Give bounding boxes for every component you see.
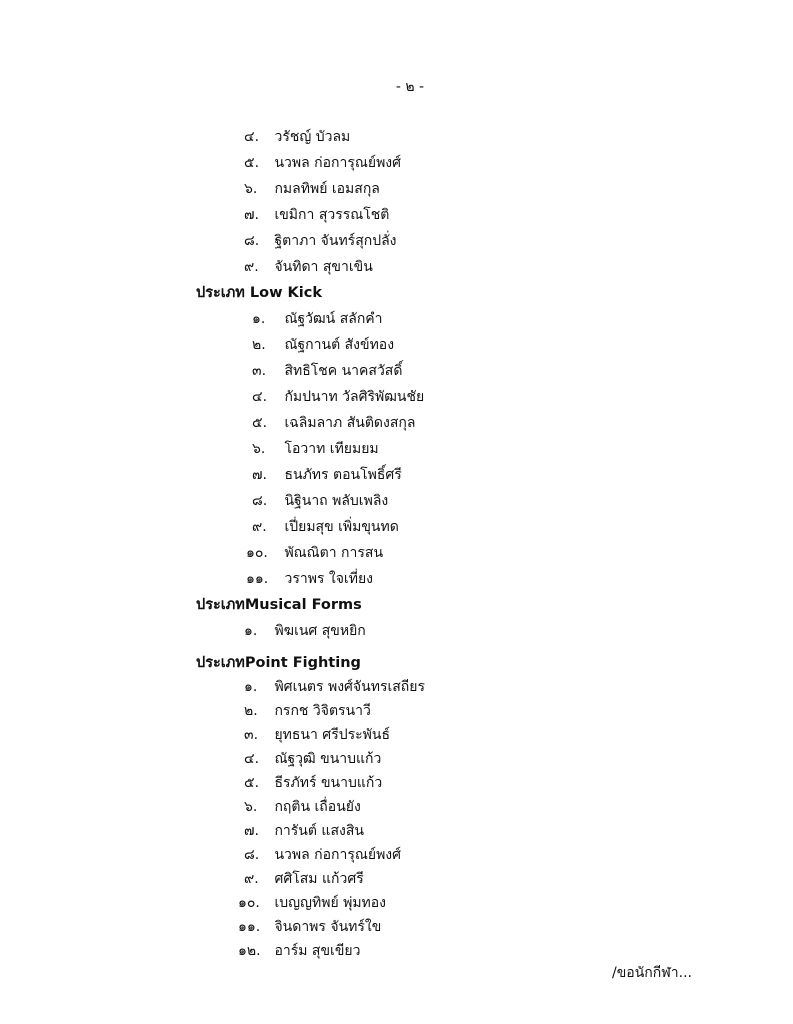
page-number: - ๒ - [395, 79, 425, 95]
athlete-name: ณัฐวัฒน์ สลักคำ [284, 311, 383, 327]
list-item [252, 310, 383, 328]
athlete-name: จันทิดา สุขาเขิน [274, 259, 373, 275]
athlete-name: เบญญทิพย์ พุ่มทอง [274, 895, 387, 911]
list-item [244, 846, 401, 864]
athlete-name: นิฐินาถ พลับเพลิง [284, 493, 389, 509]
athlete-name: ธีรภัทร์ ขนาบแก้ว [274, 775, 383, 791]
athlete-name: กฤติน เถื่อนยัง [274, 799, 361, 815]
list-item [238, 918, 381, 936]
item-number: ๒. [252, 337, 266, 353]
list-item [252, 518, 399, 536]
item-number: ๖. [252, 441, 266, 457]
item-number: ๑๒. [238, 943, 261, 959]
item-number: ๔. [244, 751, 260, 767]
list-item [252, 492, 388, 510]
list-item [252, 414, 415, 432]
athlete-name: วรัชญ์ บัวลม [274, 129, 351, 145]
list-item [244, 678, 425, 696]
item-number: ๕. [244, 155, 260, 171]
list-item [246, 570, 373, 588]
list-item [244, 750, 381, 768]
athlete-name: นวพล ก่อการุณย์พงศ์ [274, 155, 402, 171]
list-item [244, 154, 401, 172]
list-item [244, 180, 380, 198]
item-number: ๑๐. [238, 895, 260, 911]
list-item [244, 702, 371, 720]
section-heading-point-fighting: ประเภทPoint Fighting [196, 655, 361, 671]
list-item [244, 822, 364, 840]
athlete-name: ณัฐวุฒิ ขนาบแก้ว [274, 751, 382, 767]
section-heading-low-kick: ประเภท Low Kick [196, 285, 322, 301]
list-item [244, 258, 373, 276]
item-number: ๘. [244, 233, 260, 249]
athlete-name: อาร์ม สุขเขียว [274, 943, 361, 959]
list-item [244, 206, 389, 224]
list-item [244, 870, 364, 888]
item-number: ๓. [252, 363, 267, 379]
item-number: ๑๐. [246, 545, 268, 561]
item-number: ๓. [244, 727, 259, 743]
athlete-name: จินดาพร จันทร์ใข [274, 919, 382, 935]
athlete-name: วราพร ใจเที่ยง [284, 571, 373, 587]
list-item [238, 894, 386, 912]
athlete-name: ธนภัทร ตอนโพธิ์ศรี [284, 467, 402, 483]
item-number: ๖. [244, 181, 258, 197]
item-number: ๕. [244, 775, 260, 791]
item-number: ๗. [252, 467, 267, 483]
athlete-name: พิฆเนศ สุขหยิก [274, 623, 366, 639]
item-number: ๗. [244, 823, 259, 839]
athlete-name: สิทธิโชค นาคสวัสดิ์ [284, 363, 403, 379]
list-item [244, 128, 350, 146]
list-item [252, 466, 402, 484]
item-number: ๗. [244, 207, 259, 223]
item-number: ๙. [244, 259, 259, 275]
item-number: ๑๑. [238, 919, 261, 935]
athlete-name: ศศิโสม แก้วศรี [274, 871, 364, 887]
item-number: ๑๑. [246, 571, 269, 587]
list-item [252, 388, 424, 406]
item-number: ๑. [252, 311, 266, 327]
item-number: ๔. [252, 389, 268, 405]
athlete-name: นวพล ก่อการุณย์พงศ์ [274, 847, 402, 863]
list-item [244, 726, 390, 744]
list-item [246, 544, 383, 562]
athlete-name: ฐิตาภา จันทร์สุกปลั่ง [274, 233, 397, 249]
athlete-name: กัมปนาท วัลศิริพัฒนชัย [284, 389, 425, 405]
item-number: ๖. [244, 799, 258, 815]
list-item [252, 362, 402, 380]
list-item [252, 440, 379, 458]
athlete-name: การันต์ แสงสิน [274, 823, 364, 839]
item-number: ๙. [252, 519, 267, 535]
item-number: ๙. [244, 871, 259, 887]
athlete-name: เปี่ยมสุข เพิ่มขุนทด [284, 519, 399, 535]
list-item [244, 232, 397, 250]
continuation-note: /ขอนักกีฬา... [612, 965, 693, 981]
athlete-name: เขมิกา สุวรรณโชติ [274, 207, 390, 223]
list-item [238, 942, 360, 960]
athlete-name: เฉลิมลาภ สันติดงสกุล [284, 415, 416, 431]
list-item [252, 336, 394, 354]
athlete-name: กมลทิพย์ เอมสกุล [274, 181, 380, 197]
athlete-name: ยุทธนา ศรีประพันธ์ [274, 727, 390, 743]
athlete-name: พิศเนตร พงศ์จันทรเสถียร [274, 679, 425, 695]
item-number: ๘. [252, 493, 268, 509]
item-number: ๒. [244, 703, 258, 719]
item-number: ๑. [244, 679, 258, 695]
athlete-name: ณัฐกานต์ สังข์ทอง [284, 337, 395, 353]
list-item [244, 774, 382, 792]
item-number: ๘. [244, 847, 260, 863]
athlete-name: โอวาท เทียมยม [284, 441, 379, 457]
athlete-name: กรกช วิจิตรนาวี [274, 703, 371, 719]
list-item [244, 622, 366, 640]
item-number: ๔. [244, 129, 260, 145]
item-number: ๑. [244, 623, 258, 639]
section-heading-musical-forms: ประเภทMusical Forms [196, 597, 362, 613]
list-item [244, 798, 361, 816]
athlete-name: พัณณิตา การสน [284, 545, 384, 561]
item-number: ๕. [252, 415, 268, 431]
